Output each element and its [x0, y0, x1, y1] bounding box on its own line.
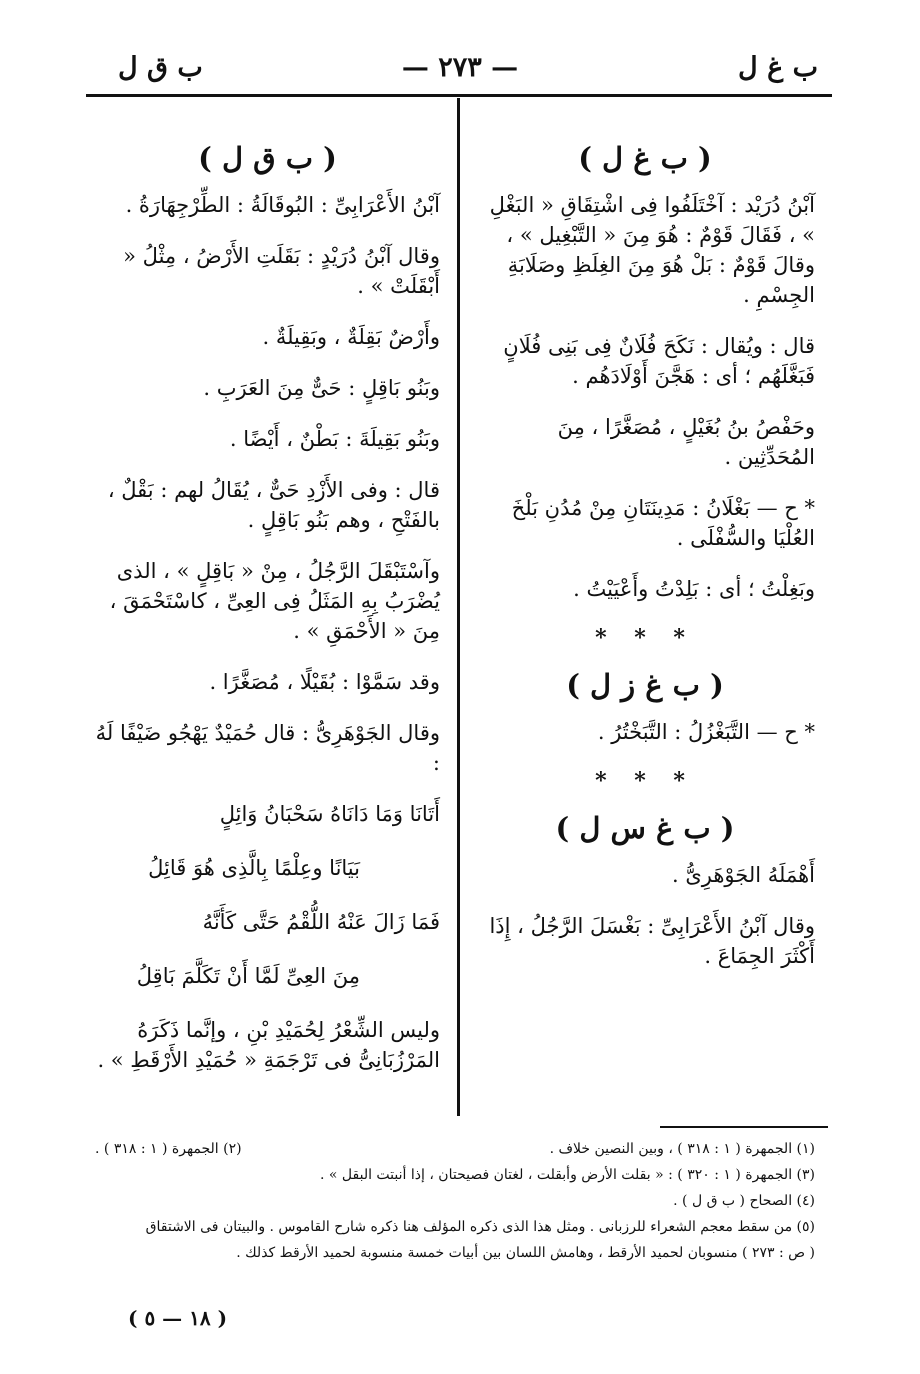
- section-separator: * * *: [595, 625, 695, 651]
- column-divider: [457, 98, 460, 1116]
- verse-hemistich: أَتَانَا وَمَا دَانَاهُ سَحْبَانُ وَائِلٍ: [219, 802, 440, 826]
- entry-paragraph: وآسْتَبْقَلَ الرَّجُلُ ، مِنْ « بَاقِلٍ » ، الذى يُضْرَبُ بِهِ المَثَلُ فِى العِىِّ ، كاسْتَحْمَقَ ، مِنَ « الأَحْمَقِ » .: [109, 559, 440, 643]
- page-number: — ٢٧٣ —: [401, 52, 519, 83]
- entry-paragraph: وأَرْضٌ بَقِلَةٌ ، وبَقِيلَةٌ .: [262, 325, 440, 349]
- entry-paragraph: وقال آبْنُ دُرَيْدٍ : بَقَلَتِ الأَرْضُ ، مِثْلُ « أَبْقَلَتْ » .: [123, 244, 440, 298]
- entry-heading-bql: ( ب ق ل ): [198, 141, 337, 175]
- entry-paragraph: قال : ويُقال : نَكَحَ فُلَانٌ فِى بَنِى فُلَانٍ فَبَغَّلَهُم ؛ أى : هَجَّنَ أَوْلَادَهُم .: [503, 334, 815, 388]
- entry-heading-bghzl: ( ب غ ز ل ): [566, 668, 724, 702]
- entry-heading-bghsl: ( ب غ س ل ): [555, 811, 735, 845]
- entry-paragraph: * ح — بَغْلَانُ : مَدِينَتَانِ مِنْ مُدُنِ بَلْخَ العُلْيَا والسُّفْلَى .: [511, 496, 815, 550]
- header-root-left: ب ق ل: [118, 52, 203, 83]
- header-root-right: ب غ ل: [738, 52, 818, 83]
- footnote-1: (١) الجمهرة ( ١ : ٣١٨ ) ، وبين النصين خلاف .: [549, 1141, 815, 1157]
- entry-paragraph: آبْنُ دُرَيْد : آخْتَلَفُوا فِى اشْتِقَاقِ « البَغْلِ » ، فَقَالَ قَوْمٌ : هُوَ مِنَ « التَّبْغِيل » ، وقالَ قَوْمٌ : بَلْ هُوَ مِنَ الغِلَظِ وصَلَابَةِ الجِسْمِ .: [489, 193, 815, 307]
- footnote-2: (٢) الجمهرة ( ١ : ٣١٨ ) .: [95, 1141, 242, 1157]
- entry-heading-bghl: ( ب غ ل ): [578, 141, 712, 175]
- footnote-3: (٣) الجمهرة ( ١ : ٣٢٠ ) : « بقلت الأرض وأبقلت ، لغتان فصيحتان ، إذا أنبتت البقل » .: [320, 1167, 815, 1183]
- footnote-pair: [95, 1136, 815, 1162]
- section-separator: * * *: [595, 768, 695, 794]
- entry-paragraph: وحَفْصُ بنُ بُغَيْلٍ ، مُصَغَّرًا ، مِنَ المُحَدِّثِين .: [557, 415, 815, 469]
- entry-paragraph: قال : وفى الأَزْدِ حَىٌّ ، يُقَالُ لهم : بَقْلٌ ، بالفَتْحِ ، وهم بَنُو بَاقِلٍ .: [107, 478, 440, 532]
- entry-paragraph: وبَنُو بَاقِلٍ : حَىٌّ مِنَ العَرَبِ .: [203, 376, 440, 400]
- verse-hemistich: بَيَانًا وعِلْمًا بِالَّذِى هُوَ قَائِلُ: [148, 856, 360, 880]
- footnote-rule: [660, 1126, 828, 1128]
- entry-paragraph: وقال الجَوْهَرِىُّ : قال حُمَيْدٌ يَهْجُو ضَيْفًا لَهُ :: [95, 721, 440, 775]
- left-column: [95, 136, 440, 1096]
- footnote-5-continued: ( ص : ٢٧٣ ) منسوبان لحميد الأرقط ، وهامش اللسان بين أبيات خمسة منسوبة لحميد الأرقط كذلك .: [236, 1245, 815, 1261]
- entry-paragraph: آبْنُ الأَعْرَابِىِّ : البُوقَالَةُ : الطِّرْجِهَارَةُ .: [125, 193, 440, 217]
- entry-paragraph: أَهْمَلَهُ الجَوْهَرِىُّ .: [671, 863, 815, 887]
- entry-paragraph: * ح — التَّبَغْزُلُ : التَّبَخْتُرُ .: [597, 720, 815, 744]
- header-rule: [86, 94, 832, 97]
- verse-hemistich: مِنَ العِىِّ لَمَّا أَنْ تَكَلَّمَ بَاقِلُ: [136, 964, 360, 988]
- footnote-4: (٤) الصحاح ( ب ق ل ) .: [673, 1193, 815, 1209]
- entry-paragraph: وبَنُو بَقِيلَةَ : بَطْنٌ ، أَيْضًا .: [229, 427, 440, 451]
- entry-paragraph: وليس الشِّعْرُ لِحُمَيْدِ بْنِ ، وإنَّما ذَكَرَهُ المَرْزُبَانِىُّ فى تَرْجَمَةِ « حُمَيْدِ الأَرْقَطِ » .: [97, 1018, 440, 1072]
- entry-paragraph: وقد سَمَّوْا : بُقَيْلًا ، مُصَغَّرًا .: [209, 670, 440, 694]
- right-column: [475, 136, 815, 992]
- printer-signature: ( ١٨ — ٥ ): [128, 1306, 228, 1330]
- entry-paragraph: وقال آبْنُ الأَعْرَابِىِّ : بَغْسَلَ الرَّجُلُ ، إِذَا أَكْثَرَ الجِمَاعَ .: [489, 914, 815, 968]
- verse-hemistich: فَمَا زَالَ عَنْهُ اللُّقْمُ حَتَّى كَأَنَّهُ: [202, 910, 440, 934]
- entry-paragraph: وبَغِلْتُ ؛ أى : بَلِدْتُ وأَعْيَيْتُ .: [573, 577, 815, 601]
- footnotes: [95, 1136, 815, 1266]
- footnote-5: (٥) من سقط معجم الشعراء للرزبانى . ومثل هذا الذى ذكره المؤلف هنا ذكره شارح القاموس . والبيتان فى الاشتقاق: [145, 1219, 815, 1235]
